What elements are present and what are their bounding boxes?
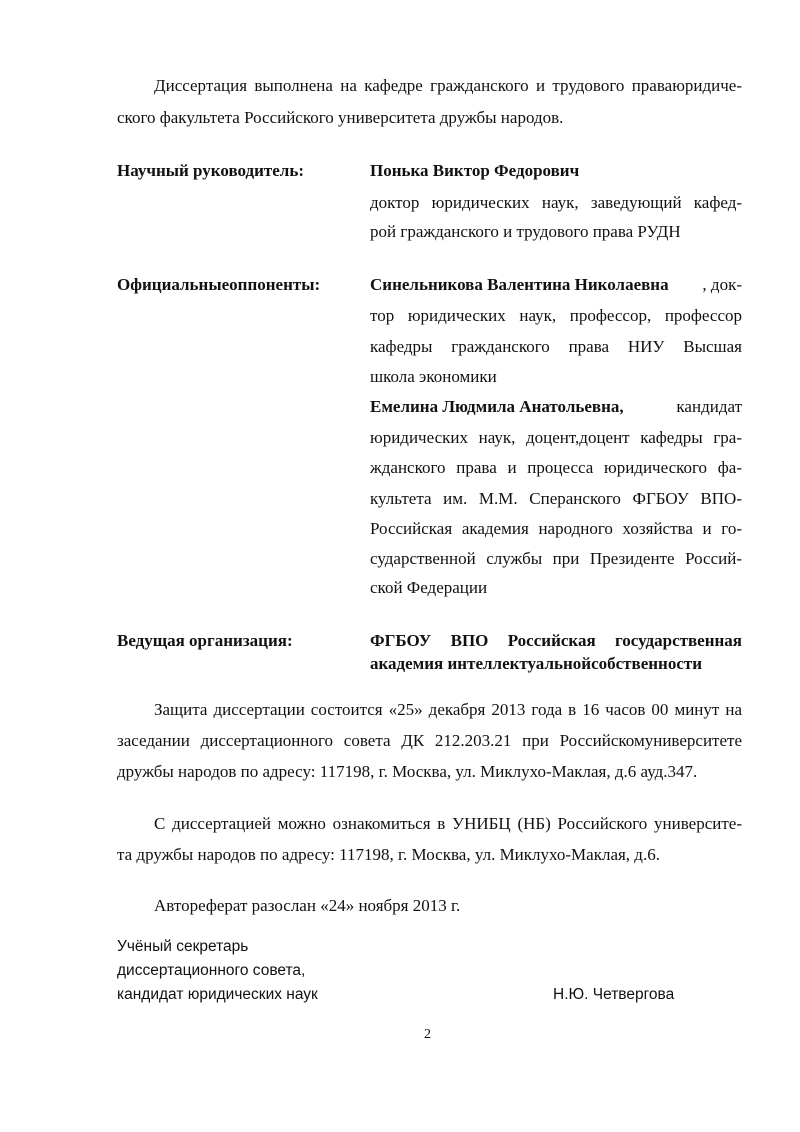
opponent-2-line-3: культета им. М.М. Сперанского ФГБОУ ВПО- [370,489,742,508]
secretary-name: Н.Ю. Четвергова [553,986,675,1003]
intro-line-2: ского факультета Российского университета дружбы народов. [117,108,564,127]
opponent-1-heading [370,275,742,295]
opponent-2-line-1: юридических наук, доцент,доцент кафедры гра- [370,428,742,447]
defense-line-3: дружбы народов по адресу: 117198, г. Москва, ул. Миклухо-Маклая, д.6 ауд.347. [117,762,698,781]
opponent-2-name: Емелина Людмила Анатольевна, [370,397,624,416]
intro-line-1: Диссертация выполнена на кафедре гражданского и трудового праваюридиче- [154,76,742,95]
opponent-1-line-1: тор юридических наук, профессор, профессор [370,306,742,325]
abstract-sent-date: Автореферат разослан «24» ноября 2013 г. [154,896,461,915]
page-number: 2 [424,1027,431,1042]
supervisor-name: Понька Виктор Федорович [370,161,580,180]
defense-line-2: заседании диссертационного совета ДК 212.203.21 при Российскомуниверситете [117,731,742,750]
secretary-title-line-1: Учёный секретарь [117,938,249,955]
supervisor-label: Научный руководитель: [117,161,304,180]
opponent-1-name-tail: , док- [702,275,742,294]
opponent-2-line-6: ской Федерации [370,578,488,597]
defense-line-1: Защита диссертации состоится «25» декабря 2013 года в 16 часов 00 минут на [154,700,742,719]
leading-org-line-1: ФГБОУ ВПО Российская государственная [370,631,742,650]
opponent-1-name: Синельникова Валентина Николаевна [370,275,669,294]
leading-org-label: Ведущая организация: [117,631,293,650]
library-line-1: С диссертацией можно ознакомиться в УНИБЦ (НБ) Российского университе- [154,814,742,833]
supervisor-line-1: доктор юридических наук, заведующий кафед- [370,193,742,212]
opponent-2-heading [370,397,742,417]
leading-org-line-2: академия интеллектуальнойсобственности [370,654,703,673]
supervisor-line-2: рой гражданского и трудового права РУДН [370,222,681,241]
opponents-label: Официальныеоппоненты: [117,275,321,294]
opponent-2-line-4: Российская академия народного хозяйства и го- [370,519,742,538]
opponent-1-line-2: кафедры гражданского права НИУ Высшая [370,337,742,356]
opponent-2-line-5: сударственной службы при Президенте Россий- [370,549,742,568]
library-line-2: та дружбы народов по адресу: 117198, г. Москва, ул. Миклухо-Маклая, д.6. [117,845,660,864]
opponent-2-name-tail: кандидат [676,397,742,416]
opponent-2-line-2: жданского права и процесса юридического фа- [370,458,742,477]
opponent-1-line-3: школа экономики [370,367,497,386]
secretary-title-line-3: кандидат юридических наук [117,986,318,1003]
secretary-title-line-2: диссертационного совета, [117,962,306,979]
